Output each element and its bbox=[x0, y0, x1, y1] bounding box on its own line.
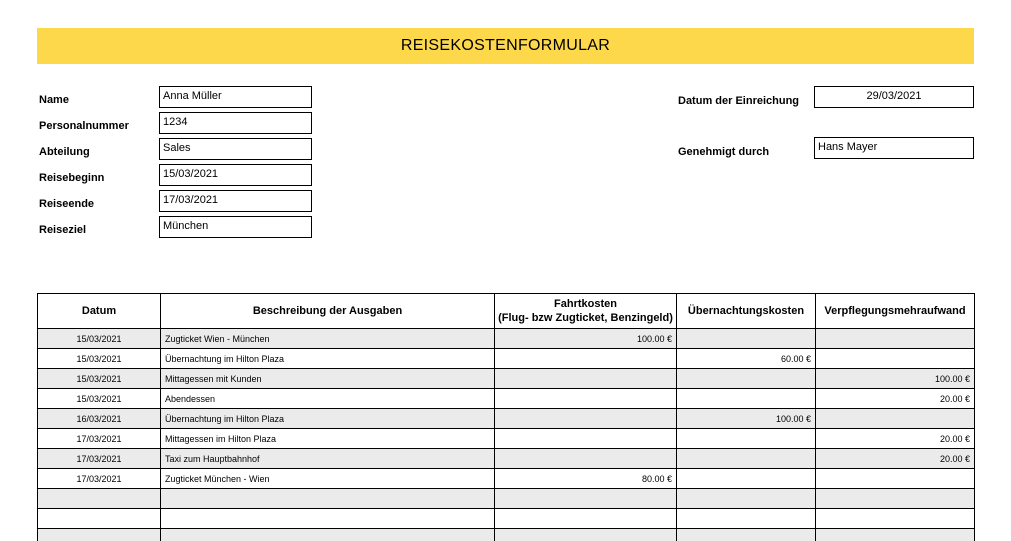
table-row bbox=[38, 409, 975, 429]
cell-beschreibung[interactable] bbox=[161, 509, 495, 529]
cell-uebernachtungskosten[interactable] bbox=[677, 429, 816, 449]
personalnummer-label: Personalnummer bbox=[39, 120, 129, 132]
table-row bbox=[38, 369, 975, 389]
cell-beschreibung[interactable]: Übernachtung im Hilton Plaza bbox=[161, 409, 495, 429]
name-field[interactable]: Anna Müller bbox=[159, 86, 312, 108]
name-label: Name bbox=[39, 94, 69, 106]
table-row bbox=[38, 469, 975, 489]
cell-beschreibung[interactable]: Mittagessen mit Kunden bbox=[161, 369, 495, 389]
cell-fahrtkosten[interactable] bbox=[495, 449, 677, 469]
table-header-row bbox=[38, 294, 975, 329]
cell-fahrtkosten[interactable] bbox=[495, 349, 677, 369]
personalnummer-field[interactable]: 1234 bbox=[159, 112, 312, 134]
table-row bbox=[38, 349, 975, 369]
cell-fahrtkosten[interactable]: 100.00 € bbox=[495, 329, 677, 349]
cell-uebernachtungskosten[interactable] bbox=[677, 469, 816, 489]
genehmigt-field[interactable]: Hans Mayer bbox=[814, 137, 974, 159]
cell-datum[interactable] bbox=[38, 529, 161, 541]
cell-verpflegung[interactable] bbox=[816, 509, 975, 529]
cell-verpflegung[interactable]: 20.00 € bbox=[816, 429, 975, 449]
reiseende-label: Reiseende bbox=[39, 198, 95, 210]
table-row bbox=[38, 389, 975, 409]
cell-uebernachtungskosten[interactable] bbox=[677, 509, 816, 529]
cell-uebernachtungskosten[interactable] bbox=[677, 449, 816, 469]
header-verpflegung: Verpflegungsmehraufwand bbox=[816, 294, 975, 329]
cell-fahrtkosten[interactable] bbox=[495, 409, 677, 429]
cell-beschreibung[interactable]: Zugticket Wien - München bbox=[161, 329, 495, 349]
table-row bbox=[38, 489, 975, 509]
einreichung-label: Datum der Einreichung bbox=[678, 95, 800, 107]
table-row bbox=[38, 429, 975, 449]
abteilung-label: Abteilung bbox=[39, 146, 90, 158]
table-row bbox=[38, 449, 975, 469]
cell-beschreibung[interactable] bbox=[161, 489, 495, 509]
reisebeginn-field[interactable]: 15/03/2021 bbox=[159, 164, 312, 186]
cell-verpflegung[interactable] bbox=[816, 489, 975, 509]
expense-table bbox=[37, 293, 975, 541]
cell-fahrtkosten[interactable] bbox=[495, 529, 677, 541]
cell-fahrtkosten[interactable] bbox=[495, 389, 677, 409]
cell-verpflegung[interactable]: 20.00 € bbox=[816, 389, 975, 409]
cell-beschreibung[interactable] bbox=[161, 529, 495, 541]
cell-beschreibung[interactable]: Übernachtung im Hilton Plaza bbox=[161, 349, 495, 369]
cell-datum[interactable]: 15/03/2021 bbox=[38, 329, 161, 349]
reiseziel-field[interactable]: München bbox=[159, 216, 312, 238]
cell-verpflegung[interactable] bbox=[816, 349, 975, 369]
reiseziel-label: Reiseziel bbox=[39, 224, 87, 236]
cell-datum[interactable]: 15/03/2021 bbox=[38, 349, 161, 369]
form-title: REISEKOSTENFORMULAR bbox=[37, 28, 974, 64]
cell-datum[interactable] bbox=[38, 489, 161, 509]
header-fahrtkosten-line2: (Flug- bzw Zugticket, Benzingeld) bbox=[498, 312, 673, 324]
reiseende-field[interactable]: 17/03/2021 bbox=[159, 190, 312, 212]
header-fahrtkosten bbox=[495, 294, 677, 329]
cell-datum[interactable] bbox=[38, 509, 161, 529]
cell-datum[interactable]: 16/03/2021 bbox=[38, 409, 161, 429]
table-row bbox=[38, 329, 975, 349]
cell-uebernachtungskosten[interactable] bbox=[677, 489, 816, 509]
cell-verpflegung[interactable]: 100.00 € bbox=[816, 369, 975, 389]
cell-fahrtkosten[interactable]: 80.00 € bbox=[495, 469, 677, 489]
cell-beschreibung[interactable]: Abendessen bbox=[161, 389, 495, 409]
cell-datum[interactable]: 17/03/2021 bbox=[38, 429, 161, 449]
header-uebernachtung: Übernachtungskosten bbox=[677, 294, 816, 329]
cell-beschreibung[interactable]: Zugticket München - Wien bbox=[161, 469, 495, 489]
cell-uebernachtungskosten[interactable] bbox=[677, 529, 816, 541]
cell-uebernachtungskosten[interactable]: 100.00 € bbox=[677, 409, 816, 429]
cell-beschreibung[interactable]: Mittagessen im Hilton Plaza bbox=[161, 429, 495, 449]
cell-fahrtkosten[interactable] bbox=[495, 369, 677, 389]
einreichung-field[interactable]: 29/03/2021 bbox=[814, 86, 974, 108]
cell-fahrtkosten[interactable] bbox=[495, 509, 677, 529]
header-beschreibung: Beschreibung der Ausgaben bbox=[161, 294, 495, 329]
cell-beschreibung[interactable]: Taxi zum Hauptbahnhof bbox=[161, 449, 495, 469]
cell-uebernachtungskosten[interactable] bbox=[677, 369, 816, 389]
cell-verpflegung[interactable] bbox=[816, 529, 975, 541]
cell-datum[interactable]: 17/03/2021 bbox=[38, 449, 161, 469]
cell-verpflegung[interactable]: 20.00 € bbox=[816, 449, 975, 469]
cell-uebernachtungskosten[interactable] bbox=[677, 389, 816, 409]
abteilung-field[interactable]: Sales bbox=[159, 138, 312, 160]
header-fahrtkosten-line1: Fahrtkosten bbox=[554, 298, 617, 310]
header-datum: Datum bbox=[38, 294, 161, 329]
cell-datum[interactable]: 17/03/2021 bbox=[38, 469, 161, 489]
cell-datum[interactable]: 15/03/2021 bbox=[38, 369, 161, 389]
cell-fahrtkosten[interactable] bbox=[495, 489, 677, 509]
cell-fahrtkosten[interactable] bbox=[495, 429, 677, 449]
cell-verpflegung[interactable] bbox=[816, 469, 975, 489]
cell-uebernachtungskosten[interactable]: 60.00 € bbox=[677, 349, 816, 369]
cell-verpflegung[interactable] bbox=[816, 409, 975, 429]
cell-verpflegung[interactable] bbox=[816, 329, 975, 349]
cell-uebernachtungskosten[interactable] bbox=[677, 329, 816, 349]
table-row bbox=[38, 529, 975, 541]
cell-datum[interactable]: 15/03/2021 bbox=[38, 389, 161, 409]
table-row bbox=[38, 509, 975, 529]
genehmigt-label: Genehmigt durch bbox=[678, 146, 770, 158]
reisebeginn-label: Reisebeginn bbox=[39, 172, 105, 184]
